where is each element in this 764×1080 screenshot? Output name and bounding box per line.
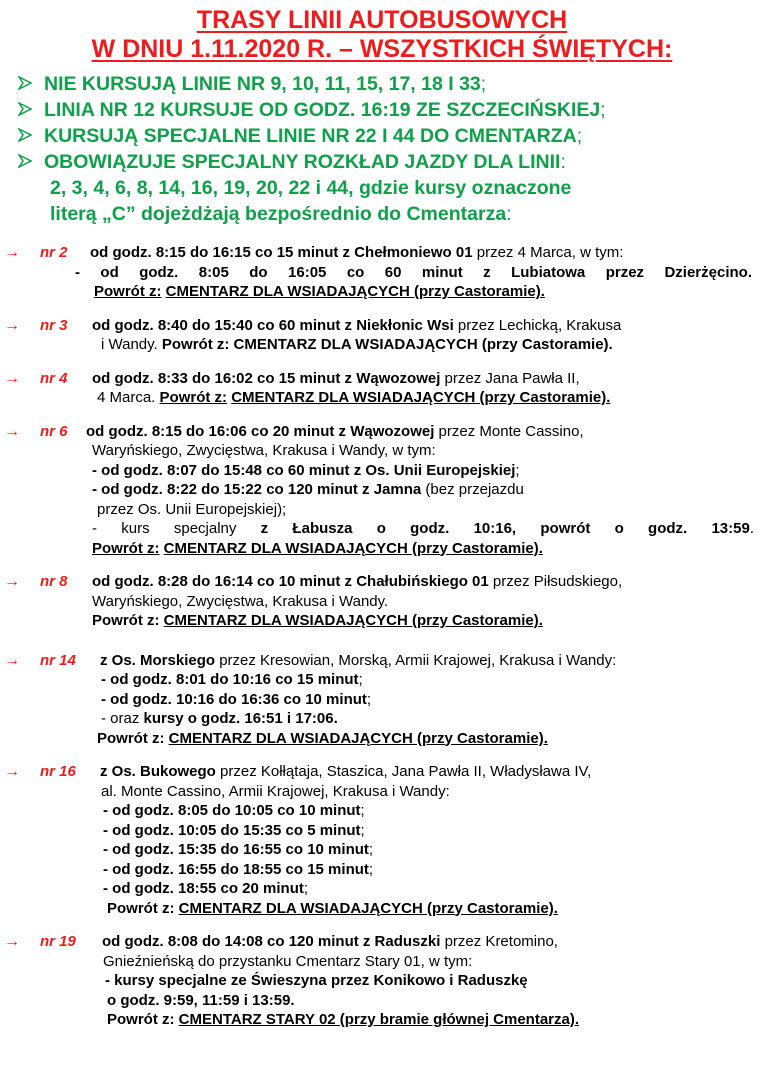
sub-item-text: - od godz. 16:55 do 18:55 co 15 minut	[103, 860, 369, 878]
return-line	[0, 282, 764, 302]
sub-item-text: o godz. 9:59, 11:59 i 13:59.	[107, 991, 295, 1009]
route-via: przez Kresowian, Morską, Armii Krajowej, Krakusa i Wandy:	[215, 651, 617, 669]
sub-item-punct: ;	[303, 880, 309, 897]
note-punct: :	[560, 151, 566, 173]
arrow-right-icon: →	[4, 244, 20, 261]
sub-item-text: - od godz. 10:05 do 15:35 co 5 minut	[103, 821, 361, 839]
route-sub-item	[0, 879, 764, 899]
route-number: nr 8	[40, 573, 68, 590]
arrowhead-bullet-icon	[18, 128, 32, 142]
return-destination: CMENTARZ DLA WSIADAJĄCYCH (przy Castoramie).	[233, 336, 613, 353]
route-section-6	[0, 422, 764, 559]
route-sub-item	[92, 519, 754, 539]
note-text: NIE KURSUJĄ LINIE NR 9, 10, 11, 15, 17, 18 I 33	[44, 73, 481, 95]
sub-item-text: kursy o godz. 16:51 i 17:06.	[143, 710, 338, 727]
route-sub-item	[0, 801, 764, 821]
notes-list	[0, 71, 764, 227]
title-line-1: TRASY LINII AUTOBUSOWYCH	[196, 6, 568, 34]
return-destination: CMENTARZ STARY 02 (przy bramie głównej Cmentarza).	[178, 1011, 580, 1028]
sub-item-text: - od godz. 8:05 do 10:05 co 10 minut	[103, 802, 361, 819]
return-label: Powrót z:	[94, 283, 162, 300]
return-line	[0, 1010, 764, 1030]
arrowhead-bullet-icon	[18, 154, 32, 168]
arrow-right-icon: →	[4, 369, 20, 387]
sub-item-text: - od godz. 10:16 do 16:36 co 10 minut	[101, 690, 367, 708]
return-destination: CMENTARZ DLA WSIADAJĄCYCH (przy Castoramie).	[163, 539, 543, 557]
route-number: nr 4	[40, 369, 68, 387]
route-sub-item	[0, 821, 764, 841]
route-sub-item-cont	[0, 991, 764, 1011]
route-via: przez Jana Pawła II,	[440, 369, 580, 387]
route-via: przez Kretomino,	[440, 933, 558, 950]
route-schedule: od godz. 8:28 do 16:14 co 10 minut z Chałubińskiego 01	[92, 573, 489, 590]
sub-item-label: - oraz	[101, 710, 144, 727]
route-section-3	[0, 316, 764, 355]
note-item	[0, 97, 764, 123]
route-schedule: od godz. 8:15 do 16:15 co 15 minut z Chełmoniewo 01	[90, 244, 473, 261]
sub-item-text: - od godz. 8:07 do 15:48 co 60 minut z Os. Unii Europejskiej	[92, 461, 516, 479]
route-section-2	[0, 243, 764, 302]
route-via: przez Kołłątaja, Staszica, Jana Pawła II, Władysława IV,	[215, 763, 592, 780]
arrow-right-icon: →	[4, 651, 20, 669]
route-sub-item	[0, 971, 764, 991]
note-item	[0, 149, 764, 175]
route-sub-item-cont: przez Os. Unii Europejskiej);	[97, 500, 287, 518]
route-schedule: od godz. 8:08 do 14:08 co 120 minut z Raduszki	[102, 933, 441, 950]
route-sub-item	[0, 860, 764, 880]
route-schedule: od godz. 8:33 do 16:02 co 15 minut z Wąwozowej	[92, 369, 441, 387]
return-label: Powrót z:	[97, 729, 165, 747]
sub-item-punct: ;	[368, 860, 374, 878]
title-line-2: W DNIU 1.11.2020 R. – WSZYSTKICH ŚWIĘTYCH:	[91, 35, 673, 63]
route-via: przez Lechicką, Krakusa	[453, 316, 622, 334]
note-text: LINIA NR 12 KURSUJE OD GODZ. 16:19 ZE SZCZECIŃSKIEJ	[44, 99, 601, 121]
arrow-right-icon: →	[4, 573, 20, 590]
sub-item-text: - od godz. 8:22 do 15:22 co 120 minut z Jamna	[92, 481, 422, 498]
arrow-right-icon: →	[4, 316, 20, 334]
route-section-8	[0, 572, 764, 631]
route-number: nr 2	[40, 244, 68, 261]
return-label: Powrót z:	[92, 612, 160, 629]
route-via-cont: Waryńskiego, Zwycięstwa, Krakusa i Wandy, w tym:	[92, 442, 436, 459]
sub-item-punct: ;	[368, 841, 374, 858]
arrowhead-bullet-icon	[18, 76, 32, 90]
note-punct: ;	[600, 99, 606, 121]
sub-item-text: z Łabusza o godz. 10:16, powrót o godz. 13:59	[260, 520, 750, 537]
route-origin: z Os. Morskiego	[100, 651, 216, 669]
return-destination: CMENTARZ DLA WSIADAJĄCYCH (przy Castoramie).	[163, 612, 543, 629]
route-section-16	[0, 762, 764, 918]
route-number: nr 3	[40, 316, 68, 334]
arrowhead-bullet-icon	[18, 102, 32, 116]
sub-item-punct: ;	[360, 821, 365, 839]
route-sub-item	[0, 670, 764, 690]
route-origin: z Os. Bukowego	[100, 763, 216, 780]
return-line	[162, 336, 613, 353]
return-destination: CMENTARZ DLA WSIADAJĄCYCH (przy Castoramie).	[178, 899, 558, 917]
route-section-4	[0, 369, 764, 408]
note-punct: :	[506, 203, 512, 225]
route-via-cont: Waryńskiego, Zwycięstwa, Krakusa i Wandy.	[92, 592, 389, 610]
note-continuation	[0, 175, 764, 201]
note-item	[0, 71, 764, 97]
note-text: KURSUJĄ SPECJALNE LINIE NR 22 I 44 DO CMENTARZA	[44, 125, 577, 147]
note-punct: ;	[480, 73, 487, 95]
note-punct: ;	[576, 125, 583, 147]
route-via: przez Monte Cassino,	[434, 422, 584, 440]
route-sub-item: - od godz. 8:05 do 16:05 co 60 minut z Lubiatowa przez Dzierżęcino.	[75, 263, 752, 281]
return-destination: CMENTARZ DLA WSIADAJĄCYCH (przy Castoramie).	[231, 389, 611, 406]
arrow-right-icon: →	[4, 933, 20, 950]
arrow-right-icon: →	[4, 422, 20, 440]
route-schedule: od godz. 8:15 do 16:06 co 20 minut z Wąwozowej	[86, 422, 435, 440]
route-sub-item	[0, 840, 764, 860]
route-via-cont: Gnieźnieńską do przystanku Cmentarz Stary 01, w tym:	[103, 952, 473, 970]
sub-item-note: (bez przejazdu	[421, 481, 524, 498]
note-continuation	[0, 201, 764, 227]
route-section-14	[0, 651, 764, 749]
note-text: literą „C” dojeżdżają bezpośrednio do Cmentarza	[50, 203, 507, 225]
return-label: Powrót z:	[159, 389, 228, 406]
return-line	[0, 539, 764, 559]
return-label: Powrót z:	[107, 899, 175, 917]
arrow-right-icon: →	[4, 763, 20, 780]
route-via: przez 4 Marca, w tym:	[472, 244, 624, 261]
route-via-cont: al. Monte Cassino, Armii Krajowej, Krakusa i Wandy:	[101, 782, 450, 800]
route-via: 4 Marca.	[97, 389, 160, 406]
return-line	[0, 729, 764, 749]
route-number: nr 14	[40, 651, 76, 669]
note-text: OBOWIĄZUJE SPECJALNY ROZKŁAD JAZDY DLA LINII	[44, 151, 561, 173]
return-line	[0, 611, 764, 631]
route-via: i Wandy.	[101, 336, 162, 353]
route-schedule: od godz. 8:40 do 15:40 co 60 minut z Niekłonic Wsi	[92, 316, 454, 334]
sub-item-text: - od godz. 8:01 do 10:16 co 15 minut	[101, 671, 359, 688]
route-via: przez Piłsudskiego,	[488, 573, 623, 590]
return-line	[0, 899, 764, 919]
sub-item-punct: ;	[358, 671, 363, 688]
route-number: nr 16	[40, 763, 76, 780]
return-line	[160, 389, 611, 406]
sub-item-text: - od godz. 18:55 co 20 minut	[103, 880, 304, 897]
note-item	[0, 123, 764, 149]
sub-item-text: - od godz. 15:35 do 16:55 co 10 minut	[103, 841, 369, 858]
sub-item-punct: .	[749, 520, 755, 537]
note-text: 2, 3, 4, 6, 8, 14, 16, 19, 20, 22 i 44, gdzie kursy oznaczone	[50, 177, 572, 199]
sub-item-label: - kurs specjalny	[92, 520, 261, 537]
route-number: nr 6	[40, 422, 68, 440]
route-number: nr 19	[40, 933, 76, 950]
sub-item-punct: ;	[366, 690, 372, 708]
sub-item-punct: ;	[360, 802, 365, 819]
route-sub-item	[0, 690, 764, 710]
return-destination: CMENTARZ DLA WSIADAJĄCYCH (przy Castoramie).	[165, 283, 545, 300]
return-label: Powrót z:	[107, 1011, 175, 1028]
return-destination: CMENTARZ DLA WSIADAJĄCYCH (przy Castoramie).	[168, 729, 548, 747]
route-sub-item	[0, 461, 764, 481]
route-sub-item	[0, 480, 764, 500]
return-label: Powrót z:	[92, 539, 160, 557]
sub-item-punct: ;	[515, 461, 520, 479]
route-sub-item	[0, 709, 764, 729]
return-label: Powrót z:	[161, 336, 230, 353]
sub-item-text: - kursy specjalne ze Świeszyna przez Konikowo i Raduszkę	[105, 972, 528, 989]
route-section-19	[0, 932, 764, 1030]
